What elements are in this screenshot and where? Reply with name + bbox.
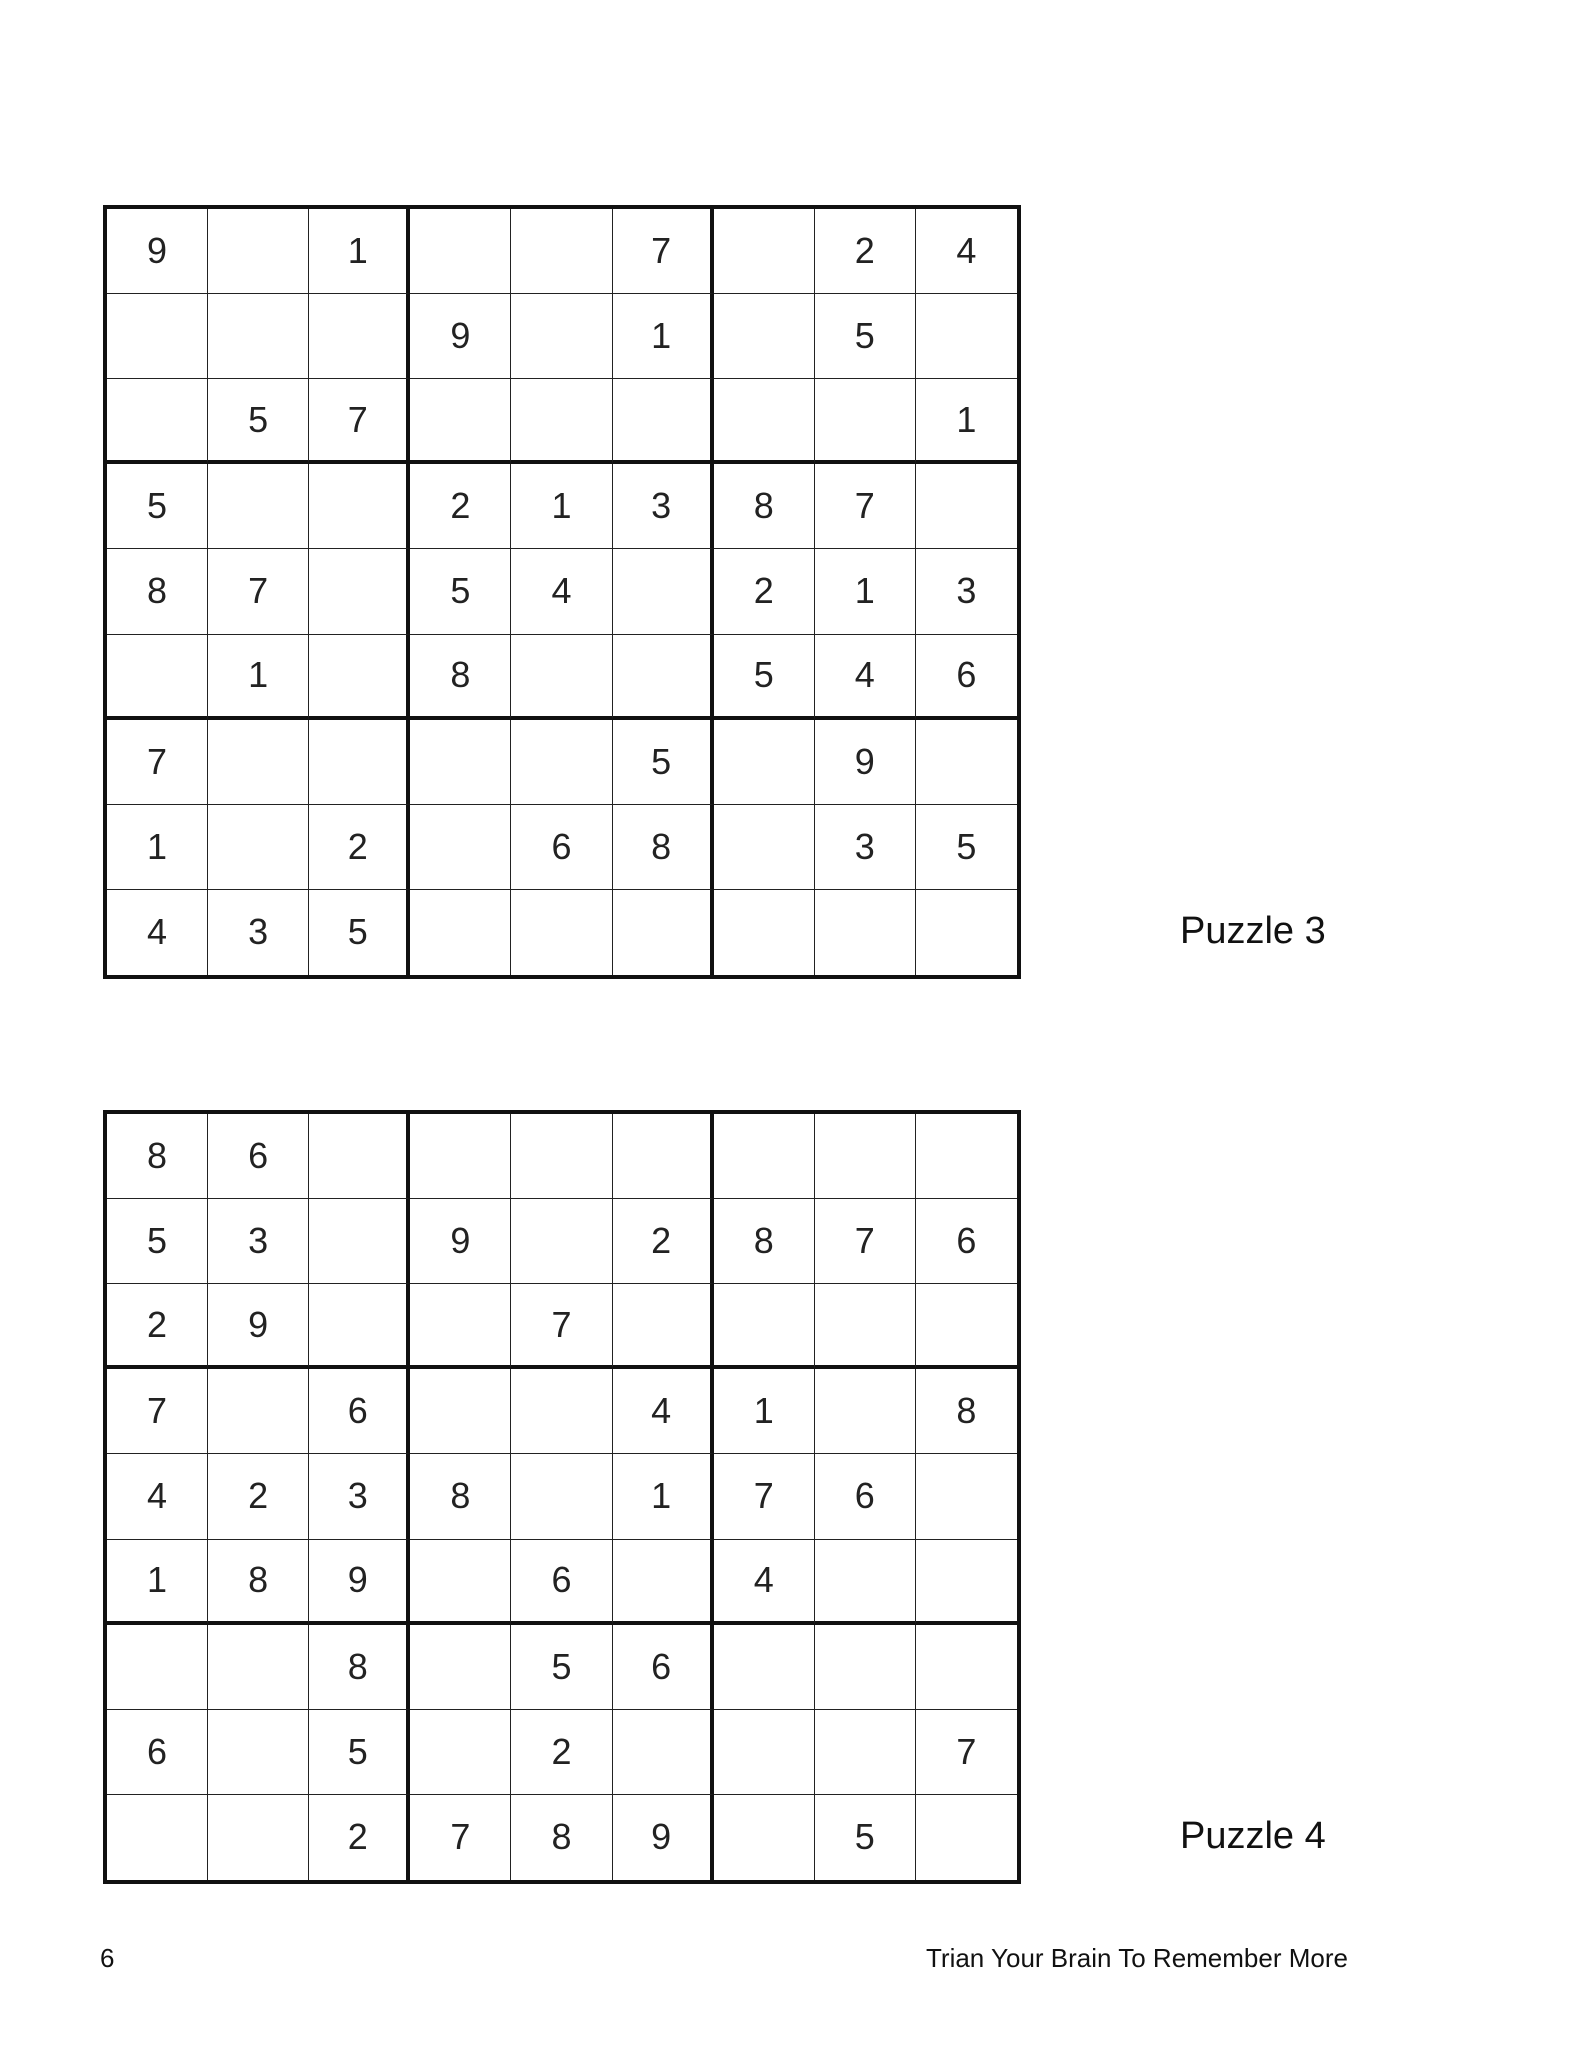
sudoku-cell <box>815 379 916 464</box>
sudoku-cell <box>309 1284 410 1369</box>
sudoku-cell: 1 <box>208 635 309 720</box>
sudoku-cell <box>208 209 309 294</box>
sudoku-cell: 7 <box>714 1454 815 1539</box>
sudoku-cell: 7 <box>815 1199 916 1284</box>
sudoku-cell <box>511 209 612 294</box>
sudoku-cell <box>410 209 511 294</box>
sudoku-cell: 8 <box>309 1625 410 1710</box>
sudoku-cell: 2 <box>309 1795 410 1880</box>
sudoku-cell: 9 <box>208 1284 309 1369</box>
sudoku-cell: 7 <box>107 1369 208 1454</box>
sudoku-cell <box>613 1710 714 1795</box>
sudoku-cell <box>410 1540 511 1625</box>
sudoku-cell: 1 <box>714 1369 815 1454</box>
sudoku-cell <box>613 1284 714 1369</box>
sudoku-cell <box>107 379 208 464</box>
sudoku-cell: 4 <box>613 1369 714 1454</box>
sudoku-cell <box>916 890 1017 975</box>
sudoku-cell: 2 <box>613 1199 714 1284</box>
sudoku-cell: 9 <box>410 294 511 379</box>
sudoku-cell <box>714 1710 815 1795</box>
sudoku-cell <box>511 294 612 379</box>
sudoku-cell: 8 <box>410 1454 511 1539</box>
sudoku-cell <box>815 1540 916 1625</box>
sudoku-cell: 7 <box>815 464 916 549</box>
sudoku-cell <box>916 720 1017 805</box>
sudoku-cell: 2 <box>410 464 511 549</box>
sudoku-cell: 9 <box>107 209 208 294</box>
sudoku-cell <box>511 1454 612 1539</box>
sudoku-cell: 7 <box>916 1710 1017 1795</box>
sudoku-cell <box>916 1114 1017 1199</box>
sudoku-cell <box>410 890 511 975</box>
sudoku-cell <box>309 635 410 720</box>
puzzle-label-3: Puzzle 3 <box>1180 910 1326 952</box>
sudoku-cell: 8 <box>208 1540 309 1625</box>
sudoku-cell: 6 <box>613 1625 714 1710</box>
sudoku-cell: 8 <box>410 635 511 720</box>
sudoku-cell <box>511 720 612 805</box>
sudoku-cell <box>208 1369 309 1454</box>
puzzle-label-4: Puzzle 4 <box>1180 1815 1326 1857</box>
sudoku-cell: 8 <box>916 1369 1017 1454</box>
sudoku-cell <box>613 379 714 464</box>
sudoku-cell: 1 <box>916 379 1017 464</box>
sudoku-cell: 7 <box>309 379 410 464</box>
sudoku-cell: 5 <box>309 1710 410 1795</box>
sudoku-cell <box>511 1199 612 1284</box>
sudoku-cell <box>916 464 1017 549</box>
sudoku-cell: 3 <box>208 1199 309 1284</box>
sudoku-cell: 8 <box>714 464 815 549</box>
sudoku-cell <box>511 379 612 464</box>
sudoku-cell <box>613 549 714 634</box>
sudoku-cell <box>613 1540 714 1625</box>
sudoku-cell <box>410 720 511 805</box>
sudoku-cell: 5 <box>309 890 410 975</box>
sudoku-cell: 8 <box>511 1795 612 1880</box>
sudoku-cell: 6 <box>916 635 1017 720</box>
sudoku-cell: 3 <box>309 1454 410 1539</box>
sudoku-cell <box>107 294 208 379</box>
sudoku-cell <box>410 1284 511 1369</box>
sudoku-cell: 5 <box>714 635 815 720</box>
sudoku-cell: 1 <box>815 549 916 634</box>
sudoku-cell <box>916 1795 1017 1880</box>
sudoku-cell <box>815 1710 916 1795</box>
sudoku-cell: 5 <box>613 720 714 805</box>
sudoku-cell <box>815 1114 916 1199</box>
sudoku-cell: 6 <box>208 1114 309 1199</box>
footer-book-title: Trian Your Brain To Remember More <box>926 1943 1348 1973</box>
sudoku-cell <box>916 1625 1017 1710</box>
sudoku-cell: 5 <box>815 1795 916 1880</box>
sudoku-cell: 4 <box>107 890 208 975</box>
sudoku-cell <box>815 1625 916 1710</box>
sudoku-cell: 2 <box>107 1284 208 1369</box>
sudoku-cell: 3 <box>916 549 1017 634</box>
sudoku-cell: 2 <box>309 805 410 890</box>
sudoku-cell: 3 <box>815 805 916 890</box>
sudoku-cell <box>309 1114 410 1199</box>
sudoku-cell: 2 <box>208 1454 309 1539</box>
sudoku-cell <box>410 1114 511 1199</box>
sudoku-cell: 4 <box>107 1454 208 1539</box>
sudoku-cell: 6 <box>916 1199 1017 1284</box>
sudoku-cell: 6 <box>815 1454 916 1539</box>
sudoku-cell <box>107 1625 208 1710</box>
sudoku-cell: 7 <box>511 1284 612 1369</box>
sudoku-cell: 1 <box>613 294 714 379</box>
sudoku-cell: 7 <box>208 549 309 634</box>
sudoku-cell: 9 <box>309 1540 410 1625</box>
sudoku-cell: 2 <box>815 209 916 294</box>
sudoku-cell <box>410 805 511 890</box>
sudoku-cell <box>714 1795 815 1880</box>
sudoku-cell: 5 <box>815 294 916 379</box>
sudoku-cell: 1 <box>511 464 612 549</box>
sudoku-cell <box>410 379 511 464</box>
sudoku-cell <box>511 635 612 720</box>
sudoku-cell: 6 <box>309 1369 410 1454</box>
sudoku-cell: 9 <box>613 1795 714 1880</box>
sudoku-cell <box>916 294 1017 379</box>
sudoku-cell <box>714 294 815 379</box>
sudoku-cell <box>613 1114 714 1199</box>
sudoku-cell: 5 <box>511 1625 612 1710</box>
sudoku-cell <box>208 805 309 890</box>
sudoku-cell: 5 <box>208 379 309 464</box>
sudoku-cell <box>613 890 714 975</box>
sudoku-cell <box>916 1284 1017 1369</box>
sudoku-cell: 5 <box>107 464 208 549</box>
sudoku-cell <box>714 1625 815 1710</box>
sudoku-cell: 5 <box>916 805 1017 890</box>
sudoku-cell <box>714 379 815 464</box>
sudoku-cell: 9 <box>410 1199 511 1284</box>
sudoku-cell <box>815 890 916 975</box>
sudoku-cell: 8 <box>613 805 714 890</box>
sudoku-cell <box>208 464 309 549</box>
sudoku-cell: 8 <box>107 1114 208 1199</box>
sudoku-cell <box>714 1114 815 1199</box>
sudoku-cell: 4 <box>511 549 612 634</box>
sudoku-cell: 6 <box>511 805 612 890</box>
sudoku-cell <box>208 294 309 379</box>
sudoku-cell <box>309 1199 410 1284</box>
sudoku-cell: 5 <box>410 549 511 634</box>
sudoku-cell <box>107 1795 208 1880</box>
sudoku-cell: 2 <box>714 549 815 634</box>
sudoku-cell <box>410 1369 511 1454</box>
sudoku-cell <box>714 720 815 805</box>
sudoku-cell <box>107 635 208 720</box>
sudoku-cell: 7 <box>613 209 714 294</box>
sudoku-cell <box>714 805 815 890</box>
sudoku-cell <box>613 635 714 720</box>
sudoku-cell: 8 <box>714 1199 815 1284</box>
sudoku-cell <box>511 1114 612 1199</box>
sudoku-cell <box>309 720 410 805</box>
sudoku-cell: 2 <box>511 1710 612 1795</box>
sudoku-cell: 8 <box>107 549 208 634</box>
sudoku-cell <box>309 464 410 549</box>
sudoku-cell: 4 <box>714 1540 815 1625</box>
sudoku-cell <box>208 1710 309 1795</box>
sudoku-cell: 1 <box>309 209 410 294</box>
sudoku-cell: 6 <box>511 1540 612 1625</box>
sudoku-cell: 5 <box>107 1199 208 1284</box>
sudoku-cell: 1 <box>107 805 208 890</box>
sudoku-cell <box>208 1625 309 1710</box>
sudoku-cell <box>309 549 410 634</box>
sudoku-cell: 1 <box>107 1540 208 1625</box>
sudoku-cell <box>714 209 815 294</box>
sudoku-cell <box>714 1284 815 1369</box>
sudoku-grid-puzzle-4 <box>103 1110 1021 1884</box>
sudoku-cell <box>815 1284 916 1369</box>
sudoku-cell: 4 <box>815 635 916 720</box>
sudoku-cell <box>916 1540 1017 1625</box>
sudoku-cell <box>714 890 815 975</box>
sudoku-cell <box>815 1369 916 1454</box>
sudoku-cell: 7 <box>107 720 208 805</box>
sudoku-cell <box>208 720 309 805</box>
sudoku-cell <box>410 1710 511 1795</box>
page-number: 6 <box>100 1943 115 1973</box>
sudoku-cell: 1 <box>613 1454 714 1539</box>
sudoku-grid-puzzle-3 <box>103 205 1021 979</box>
sudoku-cell <box>410 1625 511 1710</box>
sudoku-cell <box>208 1795 309 1880</box>
sudoku-cell <box>916 1454 1017 1539</box>
sudoku-cell <box>309 294 410 379</box>
sudoku-cell: 6 <box>107 1710 208 1795</box>
sudoku-cell <box>511 890 612 975</box>
sudoku-cell: 3 <box>208 890 309 975</box>
sudoku-cell: 3 <box>613 464 714 549</box>
sudoku-cell: 7 <box>410 1795 511 1880</box>
sudoku-cell: 9 <box>815 720 916 805</box>
sudoku-cell <box>511 1369 612 1454</box>
sudoku-cell: 4 <box>916 209 1017 294</box>
